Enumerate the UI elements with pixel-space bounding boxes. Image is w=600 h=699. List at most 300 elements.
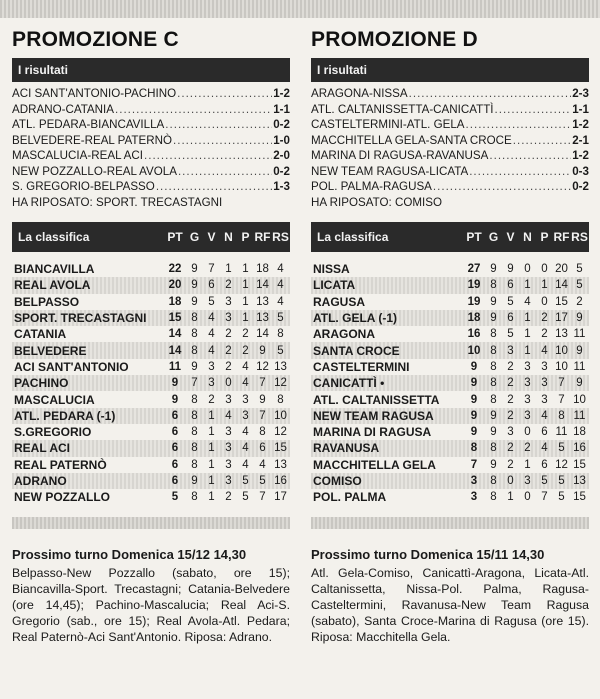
stat-pt: 19 bbox=[467, 279, 481, 292]
section-divider bbox=[12, 517, 290, 529]
team-name: LICATA bbox=[313, 278, 356, 293]
top-decorative-band bbox=[0, 0, 600, 18]
result-row bbox=[12, 102, 290, 118]
team-name: NEW POZZALLO bbox=[14, 490, 110, 505]
stat-g: 9 bbox=[490, 263, 497, 276]
stat-p: 0 bbox=[541, 263, 548, 276]
stat-pt: 5 bbox=[171, 491, 179, 504]
stat-p: 4 bbox=[541, 344, 548, 357]
team-name: REAL AVOLA bbox=[14, 278, 91, 293]
stat-rf: 14 bbox=[256, 279, 269, 292]
stat-g: 8 bbox=[490, 360, 497, 373]
stat-p: 2 bbox=[242, 328, 249, 341]
team-name: ATL. PEDARA (-1) bbox=[14, 408, 116, 423]
match-score: 1-2 bbox=[572, 149, 589, 162]
match-score: 1-3 bbox=[273, 180, 290, 193]
team-name: ACI SANT'ANTONIO bbox=[14, 359, 129, 374]
stat-pt: 7 bbox=[470, 458, 478, 471]
stat-v: 3 bbox=[507, 344, 514, 357]
stat-v: 1 bbox=[208, 475, 215, 487]
next-round-title: Prossimo turno Domenica 15/12 14,30 bbox=[12, 547, 247, 563]
stat-n: 0 bbox=[225, 377, 232, 390]
stat-pt: 8 bbox=[470, 442, 478, 455]
standings-row bbox=[311, 391, 589, 407]
stat-v: 2 bbox=[507, 458, 514, 471]
stat-n: 2 bbox=[225, 360, 232, 373]
stat-rf: 14 bbox=[555, 279, 568, 292]
stat-rs: 5 bbox=[576, 279, 583, 292]
standings-row bbox=[311, 457, 589, 473]
stat-rf: 7 bbox=[558, 393, 565, 406]
team-name: COMISO bbox=[313, 474, 362, 488]
standings-label: La classifica bbox=[18, 230, 90, 244]
standings-row bbox=[12, 489, 290, 505]
team-name: POL. PALMA bbox=[313, 490, 387, 505]
stat-pt: 6 bbox=[171, 475, 179, 487]
stat-pt: 9 bbox=[470, 377, 478, 390]
stat-rs: 13 bbox=[274, 360, 287, 373]
stat-p: 7 bbox=[541, 491, 548, 504]
stat-rs: 15 bbox=[573, 458, 586, 471]
stat-n: 3 bbox=[524, 360, 531, 373]
stat-v: 2 bbox=[507, 393, 514, 406]
stat-rs: 2 bbox=[576, 295, 583, 308]
stat-p: 1 bbox=[242, 279, 249, 292]
stat-rs: 9 bbox=[576, 344, 583, 357]
stat-p: 4 bbox=[242, 458, 249, 471]
stat-p: 3 bbox=[541, 393, 548, 406]
team-name: ADRANO bbox=[14, 474, 67, 488]
stat-g: 9 bbox=[191, 263, 198, 276]
stat-rf: 12 bbox=[256, 360, 269, 373]
stat-n: 4 bbox=[225, 409, 232, 422]
stat-g: 9 bbox=[191, 295, 198, 308]
stat-v: 1 bbox=[208, 442, 215, 455]
standings-row bbox=[311, 424, 589, 440]
stat-pt: 9 bbox=[470, 393, 478, 406]
standings-row bbox=[311, 375, 589, 391]
stat-n: 1 bbox=[225, 263, 232, 276]
stat-p: 1 bbox=[541, 279, 548, 292]
col-header-n: N bbox=[523, 230, 532, 244]
stat-g: 9 bbox=[490, 312, 497, 325]
stat-p: 4 bbox=[242, 360, 249, 373]
league-title: PROMOZIONE D bbox=[311, 28, 478, 51]
stat-g: 8 bbox=[490, 328, 497, 341]
match-score: 2-0 bbox=[273, 149, 290, 162]
stat-rf: 18 bbox=[256, 263, 269, 276]
standings-row bbox=[311, 261, 589, 277]
standings-row bbox=[12, 277, 290, 293]
stat-n: 4 bbox=[524, 295, 531, 308]
match-score: 0-2 bbox=[273, 118, 290, 131]
result-row bbox=[12, 179, 290, 195]
stat-p: 4 bbox=[242, 377, 249, 390]
stat-rf: 14 bbox=[256, 328, 269, 341]
stat-n: 3 bbox=[524, 475, 531, 487]
stat-pt: 9 bbox=[171, 377, 179, 390]
standings-row bbox=[311, 310, 589, 326]
match-name: NEW TEAM RAGUSA-LICATA bbox=[311, 164, 469, 178]
stat-p: 4 bbox=[242, 442, 249, 455]
stat-g: 8 bbox=[490, 377, 497, 390]
stat-rs: 15 bbox=[573, 491, 586, 504]
stat-v: 2 bbox=[507, 442, 514, 455]
result-row bbox=[311, 117, 589, 133]
match-name: MARINA DI RAGUSA-RAVANUSA bbox=[311, 149, 489, 162]
standings-row bbox=[12, 391, 290, 407]
stat-rs: 5 bbox=[576, 263, 583, 276]
standings-header bbox=[12, 222, 290, 252]
standings-row bbox=[311, 294, 589, 310]
stat-rf: 7 bbox=[259, 409, 266, 422]
stat-p: 5 bbox=[242, 491, 249, 504]
stat-p: 2 bbox=[242, 344, 249, 357]
stat-pt: 16 bbox=[467, 328, 481, 341]
col-header-pt: PT bbox=[466, 230, 482, 244]
stat-p: 3 bbox=[242, 393, 249, 406]
results-list bbox=[12, 86, 290, 210]
stat-rf: 20 bbox=[555, 263, 568, 276]
stat-p: 4 bbox=[242, 426, 249, 439]
standings-row bbox=[12, 424, 290, 440]
standings-row bbox=[12, 294, 290, 310]
stat-g: 9 bbox=[490, 409, 497, 422]
stat-pt: 6 bbox=[171, 409, 179, 422]
stat-rf: 13 bbox=[256, 312, 269, 325]
stat-rs: 4 bbox=[277, 279, 284, 292]
standings-row bbox=[311, 359, 589, 375]
team-name: PACHINO bbox=[14, 376, 69, 391]
stat-rf: 7 bbox=[558, 377, 565, 390]
standings-table bbox=[311, 261, 589, 505]
team-name: NISSA bbox=[313, 262, 350, 277]
stat-n: 2 bbox=[524, 442, 531, 455]
team-name: ARAGONA bbox=[313, 327, 375, 342]
team-name: SANTA CROCE bbox=[313, 343, 400, 358]
stat-v: 4 bbox=[208, 344, 215, 357]
team-name: REAL ACI bbox=[14, 441, 71, 456]
stat-rf: 5 bbox=[259, 475, 266, 487]
standings-table bbox=[12, 261, 290, 505]
stat-rs: 18 bbox=[573, 426, 586, 439]
stat-n: 3 bbox=[225, 295, 232, 308]
stat-n: 2 bbox=[225, 279, 232, 292]
team-name: BELPASSO bbox=[14, 294, 80, 309]
match-score: 1-1 bbox=[572, 102, 589, 116]
team-name: MARINA DI RAGUSA bbox=[313, 425, 432, 440]
stat-p: 1 bbox=[242, 263, 249, 276]
stat-n: 0 bbox=[524, 426, 531, 439]
results-list bbox=[311, 86, 589, 210]
stat-v: 6 bbox=[208, 279, 215, 292]
stat-rf: 11 bbox=[555, 426, 568, 439]
stat-rf: 13 bbox=[555, 328, 568, 341]
stat-rs: 12 bbox=[274, 377, 287, 390]
stat-rs: 11 bbox=[573, 409, 586, 422]
match-name: ACI SANT'ANTONIO-PACHINO bbox=[12, 87, 177, 100]
stat-g: 8 bbox=[490, 393, 497, 406]
stat-rf: 15 bbox=[555, 295, 568, 308]
match-score: 0-2 bbox=[572, 180, 589, 193]
stat-rf: 6 bbox=[259, 442, 266, 455]
stat-v: 3 bbox=[208, 360, 215, 373]
team-name: MACCHITELLA GELA bbox=[313, 457, 436, 472]
stat-v: 7 bbox=[208, 263, 215, 276]
col-header-rf: RF bbox=[254, 230, 271, 244]
stat-v: 2 bbox=[507, 377, 514, 390]
result-row bbox=[311, 179, 589, 195]
stat-pt: 18 bbox=[467, 312, 481, 325]
stat-rs: 5 bbox=[277, 312, 284, 325]
stat-g: 7 bbox=[191, 377, 198, 390]
stat-n: 3 bbox=[524, 393, 531, 406]
stat-rs: 15 bbox=[274, 442, 287, 455]
team-name: NEW TEAM RAGUSA bbox=[313, 408, 434, 423]
standings-row bbox=[311, 277, 589, 293]
stat-v: 1 bbox=[208, 409, 215, 422]
stat-p: 2 bbox=[541, 328, 548, 341]
stat-g: 8 bbox=[490, 442, 497, 455]
stat-pt: 6 bbox=[171, 442, 179, 455]
stat-n: 3 bbox=[225, 426, 232, 439]
stat-pt: 19 bbox=[467, 295, 481, 308]
col-header-v: V bbox=[506, 230, 515, 244]
results-header: I risultati bbox=[12, 58, 290, 82]
col-header-p: P bbox=[241, 230, 250, 244]
stat-v: 9 bbox=[507, 263, 514, 276]
stat-p: 3 bbox=[242, 409, 249, 422]
match-score: 1-1 bbox=[273, 102, 290, 116]
result-row bbox=[311, 102, 589, 118]
stat-v: 0 bbox=[507, 475, 514, 487]
standings-row bbox=[12, 342, 290, 358]
stat-pt: 11 bbox=[168, 360, 182, 373]
match-score: 1-2 bbox=[572, 118, 589, 131]
col-header-p: P bbox=[540, 230, 549, 244]
stat-p: 4 bbox=[541, 409, 548, 422]
stat-v: 3 bbox=[507, 426, 514, 439]
stat-g: 8 bbox=[191, 344, 198, 357]
stat-pt: 18 bbox=[168, 295, 182, 308]
stat-rs: 10 bbox=[274, 409, 287, 422]
stat-v: 1 bbox=[208, 426, 215, 439]
stat-v: 5 bbox=[208, 295, 215, 308]
match-name: S. GREGORIO-BELPASSO bbox=[12, 180, 155, 193]
result-row bbox=[311, 133, 589, 149]
section-divider bbox=[311, 517, 589, 529]
league-title: PROMOZIONE C bbox=[12, 28, 179, 51]
stat-rs: 8 bbox=[277, 328, 284, 341]
stat-rf: 9 bbox=[259, 344, 266, 357]
stat-rs: 8 bbox=[277, 393, 284, 406]
stat-rs: 9 bbox=[576, 377, 583, 390]
stat-pt: 9 bbox=[470, 426, 478, 439]
bye-note: HA RIPOSATO: SPORT. TRECASTAGNI bbox=[12, 195, 223, 209]
stat-v: 2 bbox=[208, 393, 215, 406]
stat-p: 5 bbox=[541, 475, 548, 487]
stat-g: 8 bbox=[490, 279, 497, 292]
standings-label: La classifica bbox=[317, 230, 389, 244]
standings-row bbox=[311, 489, 589, 505]
stat-rf: 5 bbox=[558, 442, 565, 455]
stat-pt: 20 bbox=[168, 279, 182, 292]
match-name: BELVEDERE-REAL PATERNÒ bbox=[12, 133, 172, 147]
stat-rf: 17 bbox=[555, 312, 568, 325]
stat-rs: 12 bbox=[274, 426, 287, 439]
match-name: MASCALUCIA-REAL ACI bbox=[12, 149, 144, 162]
next-round-fixtures: Belpasso-New Pozzallo (sabato, ore 15); Biancavilla-Sport. Trecastagni; Catania-Belvedere (ore 14,45); Pachino-Mascalucia; Real Aci-S. Gregorio (sab., ore 15); Real Avola-Atl. Pedara; Real Paternò-Aci Sant'Antonio. Riposa: Adrano. bbox=[12, 566, 290, 645]
stat-p: 2 bbox=[541, 312, 548, 325]
stat-g: 8 bbox=[191, 409, 198, 422]
stat-rf: 12 bbox=[555, 458, 568, 471]
stat-n: 0 bbox=[524, 491, 531, 504]
stat-rf: 8 bbox=[558, 409, 565, 422]
stat-n: 1 bbox=[524, 312, 531, 325]
stat-g: 9 bbox=[490, 426, 497, 439]
stat-n: 3 bbox=[524, 377, 531, 390]
col-header-v: V bbox=[207, 230, 216, 244]
stat-v: 2 bbox=[507, 360, 514, 373]
stat-g: 8 bbox=[191, 458, 198, 471]
standings-row bbox=[311, 408, 589, 424]
col-header-g: G bbox=[488, 230, 499, 244]
stat-g: 9 bbox=[191, 475, 198, 487]
stat-n: 2 bbox=[225, 344, 232, 357]
stat-rs: 16 bbox=[573, 442, 586, 455]
stat-pt: 22 bbox=[168, 263, 182, 276]
stat-rs: 10 bbox=[573, 393, 586, 406]
result-row bbox=[12, 117, 290, 133]
stat-rs: 4 bbox=[277, 263, 284, 276]
standings-row bbox=[12, 473, 290, 489]
standings-row bbox=[311, 473, 589, 489]
stat-n: 1 bbox=[524, 279, 531, 292]
stat-pt: 6 bbox=[171, 458, 179, 471]
stat-v: 6 bbox=[507, 312, 514, 325]
standings-row bbox=[12, 310, 290, 326]
team-name: S.GREGORIO bbox=[14, 425, 92, 440]
stat-g: 9 bbox=[490, 295, 497, 308]
stat-p: 3 bbox=[541, 360, 548, 373]
team-name: RAGUSA bbox=[313, 294, 366, 309]
standings-row bbox=[12, 408, 290, 424]
stat-rs: 4 bbox=[277, 295, 284, 308]
result-row bbox=[12, 164, 290, 180]
stat-pt: 9 bbox=[470, 360, 478, 373]
stat-n: 1 bbox=[524, 344, 531, 357]
standings-header bbox=[311, 222, 589, 252]
stat-rs: 9 bbox=[576, 312, 583, 325]
standings-row bbox=[12, 326, 290, 342]
standings-row bbox=[12, 457, 290, 473]
stat-rf: 5 bbox=[558, 475, 565, 487]
stat-g: 8 bbox=[490, 491, 497, 504]
stat-g: 8 bbox=[191, 442, 198, 455]
stat-p: 6 bbox=[541, 426, 548, 439]
standings-row bbox=[311, 326, 589, 342]
result-row bbox=[12, 86, 290, 102]
col-header-pt: PT bbox=[167, 230, 183, 244]
stat-v: 1 bbox=[208, 458, 215, 471]
stat-pt: 14 bbox=[168, 344, 182, 357]
match-score: 1-2 bbox=[273, 87, 290, 100]
league-column-right bbox=[311, 26, 589, 645]
stat-n: 2 bbox=[225, 491, 232, 504]
stat-p: 4 bbox=[541, 442, 548, 455]
stat-rs: 17 bbox=[274, 491, 287, 504]
match-name: CASTELTERMINI-ATL. GELA bbox=[311, 118, 465, 131]
col-header-g: G bbox=[189, 230, 200, 244]
match-name: ATL. CALTANISSETTA-CANICATTÌ bbox=[311, 102, 494, 116]
stat-g: 8 bbox=[191, 312, 198, 325]
stat-p: 0 bbox=[541, 295, 548, 308]
stat-v: 5 bbox=[507, 295, 514, 308]
match-score: 2-1 bbox=[572, 133, 589, 147]
match-name: ADRANO-CATANIA bbox=[12, 102, 114, 116]
stat-n: 3 bbox=[225, 393, 232, 406]
match-name: ATL. PEDARA-BIANCAVILLA bbox=[12, 118, 165, 131]
stat-pt: 15 bbox=[168, 312, 182, 325]
stat-v: 6 bbox=[507, 279, 514, 292]
stat-g: 9 bbox=[191, 360, 198, 373]
result-row bbox=[12, 133, 290, 149]
standings-row bbox=[12, 359, 290, 375]
stat-p: 6 bbox=[541, 458, 548, 471]
team-name: CANICATTÌ • bbox=[313, 376, 385, 391]
standings-row bbox=[12, 375, 290, 391]
standings-row bbox=[311, 440, 589, 456]
team-name: SPORT. TRECASTAGNI bbox=[14, 311, 147, 326]
stat-n: 3 bbox=[225, 312, 232, 325]
stat-rf: 9 bbox=[259, 393, 266, 406]
stat-g: 9 bbox=[191, 279, 198, 292]
team-name: REAL PATERNÒ bbox=[14, 457, 107, 472]
stat-pt: 10 bbox=[467, 344, 481, 357]
stat-n: 3 bbox=[225, 458, 232, 471]
team-name: RAVANUSA bbox=[313, 441, 380, 456]
stat-n: 3 bbox=[225, 442, 232, 455]
team-name: ATL. CALTANISSETTA bbox=[313, 392, 440, 407]
stat-p: 1 bbox=[242, 312, 249, 325]
standings-row bbox=[12, 261, 290, 277]
next-round-title: Prossimo turno Domenica 15/11 14,30 bbox=[311, 547, 545, 563]
stat-pt: 3 bbox=[470, 491, 478, 504]
match-name: POL. PALMA-RAGUSA bbox=[311, 180, 432, 193]
stat-n: 3 bbox=[524, 409, 531, 422]
stat-p: 5 bbox=[242, 475, 249, 487]
stat-p: 1 bbox=[242, 295, 249, 308]
stat-n: 2 bbox=[225, 328, 232, 341]
col-header-n: N bbox=[224, 230, 233, 244]
result-row bbox=[311, 148, 589, 164]
match-name: MACCHITELLA GELA-SANTA CROCE bbox=[311, 133, 512, 147]
stat-pt: 14 bbox=[168, 328, 182, 341]
results-header: I risultati bbox=[311, 58, 589, 82]
match-name: ARAGONA-NISSA bbox=[311, 87, 408, 100]
stat-rs: 13 bbox=[274, 458, 287, 471]
match-score: 2-3 bbox=[572, 87, 589, 100]
team-name: CASTELTERMINI bbox=[313, 359, 410, 374]
team-name: CATANIA bbox=[14, 327, 67, 342]
stat-rf: 4 bbox=[259, 458, 266, 471]
col-header-rs: RS bbox=[571, 230, 588, 244]
team-name: ATL. GELA (-1) bbox=[313, 311, 397, 326]
next-round-fixtures: Atl. Gela-Comiso, Canicattì-Aragona, Licata-Atl. Caltanissetta, Nissa-Pol. Palma, Ragusa-Casteltermini, Ravanusa-New Team Ragusa (sabato), Santa Croce-Marina di Ragusa (ore 15). Riposa: Macchitella Gela. bbox=[311, 566, 589, 645]
stat-g: 9 bbox=[490, 458, 497, 471]
stat-pt: 6 bbox=[171, 426, 179, 439]
team-name: BELVEDERE bbox=[14, 343, 87, 358]
